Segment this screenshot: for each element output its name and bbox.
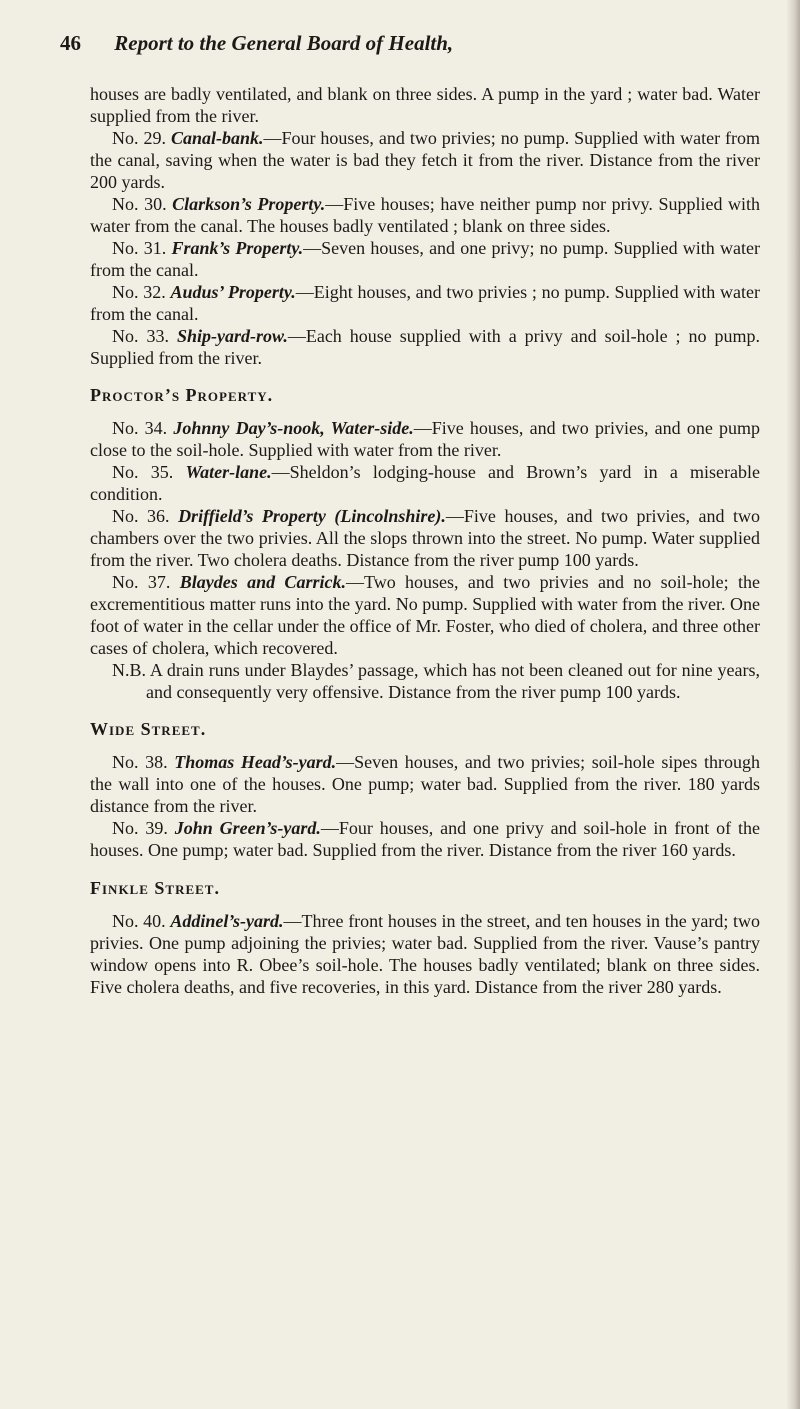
nota-bene: N.B. A drain runs under Blaydes’ passage, which has not been cleaned out for nine years, and consequently very offensive. Distance from the river pump 100 yards. (112, 660, 760, 702)
entry-35: No. 35. Water-lane.—Sheldon’s lodging-house and Brown’s yard in a miserable condition. (90, 462, 761, 504)
entry-name: Clarkson’s Property. (172, 194, 326, 214)
entry-34: No. 34. Johnny Day’s-nook, Water-side.—Five houses, and two privies, and one pump close to the soil-hole. Supplied with water from the river. (90, 418, 760, 460)
entry-name: Johnny Day’s-nook, Water-side. (173, 418, 414, 438)
page-number: 46 (60, 31, 81, 55)
entry-40: No. 40. Addinel’s-yard.—Three front houses in the street, and ten houses in the yard; two privies. One pump adjoining the privies; water bad. Supplied from the river. Vause’s pantry window opens into R. Obee’s soil-hole. The houses badly ventilated; blank on three sides. Five cholera deaths, and five recoveries, in this yard. Distance from the river 280 yards. (90, 911, 761, 997)
entry-32: No. 32. Audus’ Property.—Eight houses, and two privies ; no pump. Supplied with water from the canal. (90, 282, 761, 324)
running-header (60, 30, 660, 56)
running-title: Report to the General Board of Health, (114, 31, 454, 55)
section-heading-proctors-property: Proctor’s Property. (90, 385, 274, 405)
page-body (90, 83, 760, 998)
entry-36: No. 36. Driffield’s Property (Lincolnshire).—Five houses, and two privies, and two chambers over the two privies. All the slops thrown into the street. No pump. Water supplied from the river. Two cholera deaths. Distance from the river pump 100 yards. (90, 506, 761, 570)
paragraph-continuation: houses are badly ventilated, and blank on three sides. A pump in the yard ; water bad. Water supplied from the river. (90, 84, 760, 126)
section-heading-finkle-street: Finkle Street. (90, 878, 220, 898)
section-heading-wide-street: Wide Street. (90, 719, 207, 739)
entry-name: Water-lane. (185, 462, 272, 482)
entry-name: Audus’ Property. (170, 282, 296, 302)
entry-name: Blaydes and Carrick. (179, 572, 346, 592)
entry-name: Driffield’s Property (Lincolnshire). (178, 506, 446, 526)
entry-29: No. 29. Canal-bank.—Four houses, and two privies; no pump. Supplied with water from the canal, saving when the water is bad they fetch it from the river. Distance from the river 200 yards. (90, 128, 761, 192)
entry-name: John Green’s-yard. (174, 818, 321, 838)
entry-38: No. 38. Thomas Head’s-yard.—Seven houses, and two privies; soil-hole sipes through the wall into one of the houses. One pump; water bad. Supplied from the river. 180 yards distance from the river. (90, 752, 760, 816)
entry-name: Canal-bank. (170, 128, 264, 148)
page-edge-shadow (786, 0, 800, 1409)
entry-name: Ship-yard-row. (176, 326, 288, 346)
entry-name: Frank’s Property. (171, 238, 304, 258)
entry-37: No. 37. Blaydes and Carrick.—Two houses, and two privies and no soil-hole; the excrementitious matter runs into the yard. No pump. Supplied with water from the river. One foot of water in the cellar under the office of Mr. Foster, who died of cholera, and three other cases of cholera, which recovered. (90, 572, 761, 658)
entry-31: No. 31. Frank’s Property.—Seven houses, and one privy; no pump. Supplied with water from the canal. (90, 238, 760, 280)
entry-name: Addinel’s-yard. (170, 911, 284, 931)
entry-30: No. 30. Clarkson’s Property.—Five houses; have neither pump nor privy. Supplied with water from the canal. The houses badly ventilated ; blank on three sides. (90, 194, 761, 236)
entry-39: No. 39. John Green’s-yard.—Four houses, and one privy and soil-hole in front of the houses. One pump; water bad. Supplied from the river. Distance from the river 160 yards. (90, 818, 761, 860)
entry-name: Thomas Head’s-yard. (174, 752, 337, 772)
entry-33: No. 33. Ship-yard-row.—Each house supplied with a privy and soil-hole ; no pump. Supplied from the river. (90, 326, 761, 368)
